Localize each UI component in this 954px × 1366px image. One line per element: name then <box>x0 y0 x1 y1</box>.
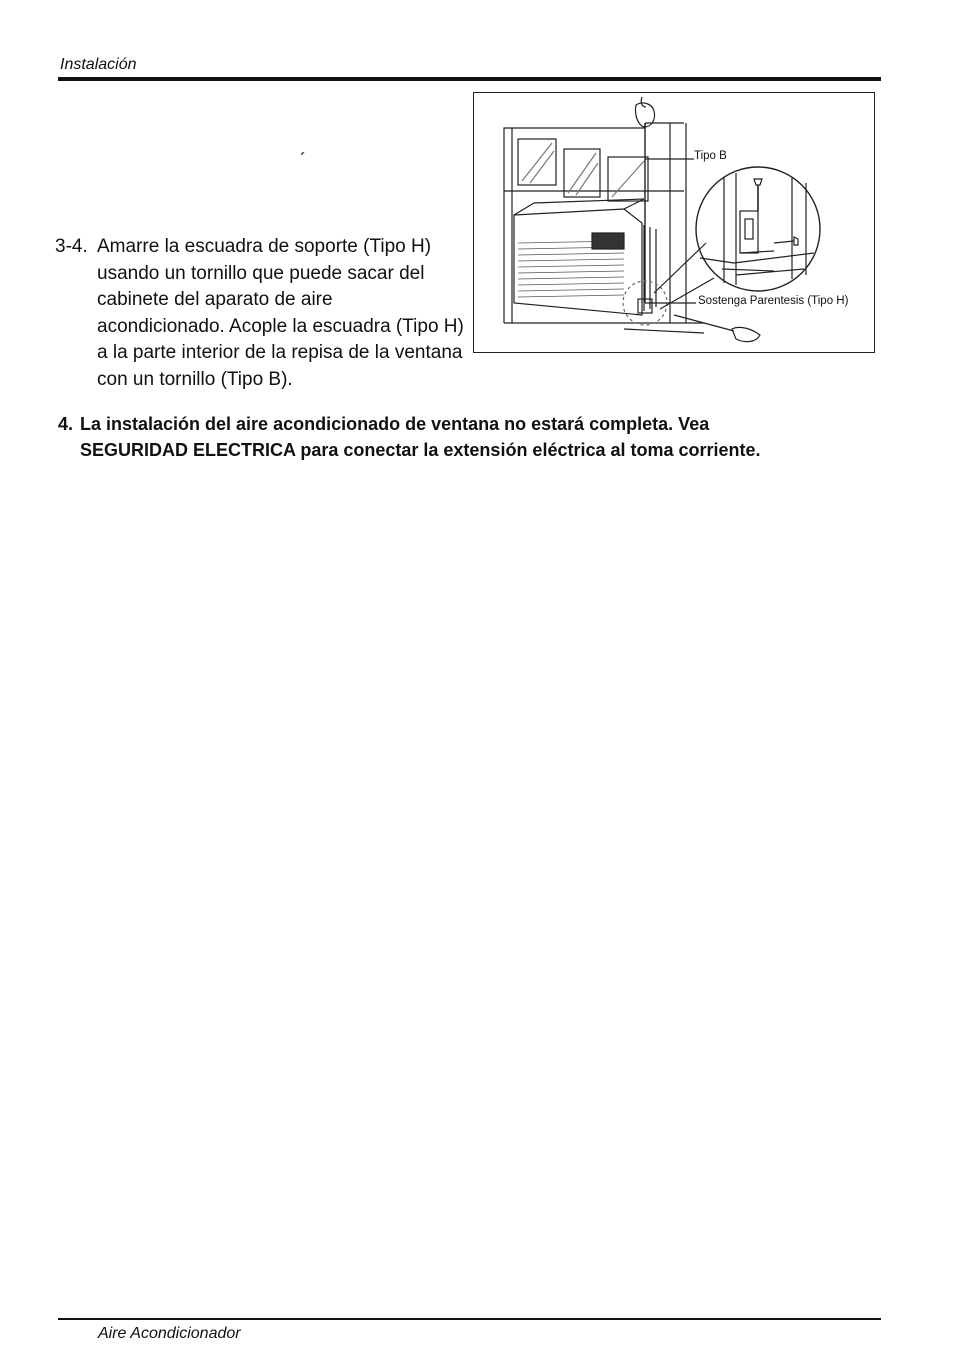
stray-accent-mark: ´ <box>300 150 306 170</box>
footer-title: Aire Acondicionador <box>98 1325 241 1342</box>
section-title: Instalación <box>60 56 137 73</box>
illustration-drawing <box>474 93 876 354</box>
screw-type-label: Tipo B <box>694 150 727 162</box>
footer-divider <box>58 1318 881 1320</box>
bracket-label: Sostenga Parentesis (Tipo H) <box>698 295 849 307</box>
installation-illustration <box>473 92 875 353</box>
final-note-line-1 <box>58 411 898 437</box>
instruction-step <box>55 234 465 394</box>
final-note-text-2: SEGURIDAD ELECTRICA para conectar la extensión eléctrica al toma corriente. <box>80 440 761 460</box>
final-note-text-1: La instalación del aire acondicionado de ventana no estará completa. Vea <box>80 414 710 434</box>
step-item <box>55 234 465 394</box>
header-divider <box>58 77 881 81</box>
step-text: Amarre la escuadra de soporte (Tipo H) usando un tornillo que puede sacar del cabinete del aparato de aire acondicionado. Acople la escuadra (Tipo H) a la parte interior de la repisa de la ventana con un tornillo (Tipo B). <box>97 236 464 390</box>
step-number: 3-4. <box>55 236 88 257</box>
final-note-number: 4. <box>58 414 74 434</box>
final-note <box>58 411 898 463</box>
